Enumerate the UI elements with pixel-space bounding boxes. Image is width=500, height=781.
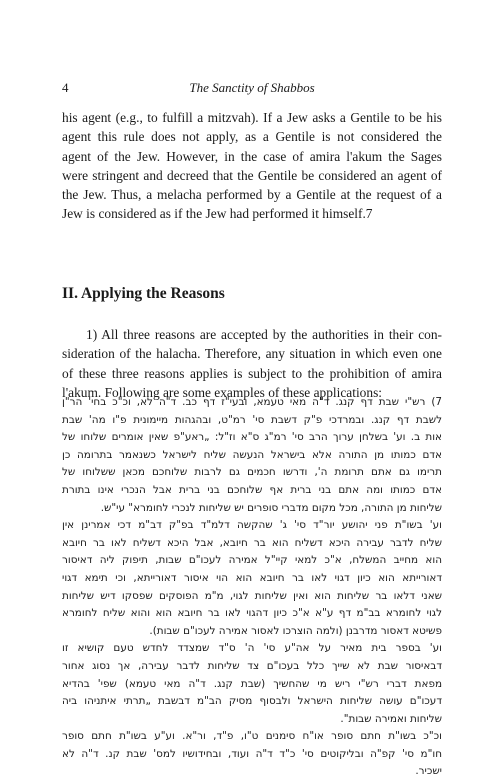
- footnote-block: [62, 394, 442, 781]
- footnote-line: שליח לדבר עבירה היכא דשליח הוא בר חיובא, אבל היכא דשליח לאו בר חיובא: [62, 536, 442, 549]
- footnote-line: חו"מ סי' קפ"ה ובליקוטים סי' כ"ד ד"ה ועוד, ובחידושיו למס' שבת קנ. ד"ה לא: [62, 747, 442, 760]
- paragraph-line: his agent (e.g., to fulfill a mitzvah). If a Jew asks a Gentile to be his: [62, 110, 442, 125]
- paragraph-line: sideration of the halacha. Therefore, any situation in which even one: [62, 346, 442, 362]
- footnote-line: פשיטא דאסור מדרבנן (ולמה הוצרכו לאסור אמירה לעכו"ם שבות).: [149, 624, 442, 637]
- footnote-line: תרימו גם אתם תרומת ה', ודרשו חכמים גם לרבות שלוחכם מכאן ששלוחו של: [62, 466, 442, 479]
- section-paragraph: [62, 325, 442, 402]
- paragraph-line: agent of the Jew. However, in the case of amira l'akum the Sages: [62, 148, 442, 164]
- footnote-line: מפאת דברי רש"י ריש מי שהחשיך (שבת קנג. ד"ה מאי טעמא) שפי' בהדיא: [62, 677, 442, 690]
- footnote-line: 7) רש"י שבת דף קנג. ד"ה מאי טעמא, ובעי"ז דף כב. ד"ה לא, וכ"כ בחי' הר"ן: [62, 396, 442, 408]
- footnote-line: דבאיסור שבת לא שייך כלל בעכו"ם צד שליחות לדבר עבירה, אך נסוג אחור: [62, 659, 442, 672]
- paragraph-line: agent this rule does not apply, as a Gentile is not considered the: [62, 129, 442, 145]
- footnote-line: וכ"כ בשו"ת חתם סופר או"ח סימנים ט"ו, פ"ד, ור"א. וע"ע בשו"ת חתם סופר: [62, 730, 442, 743]
- footnote-line: דעכו"ם עושה שליחות הישראל ולבסוף מסיק הב"מ דבשבת „תרתי איתניהו ביה: [62, 695, 442, 708]
- footnote-line: אות ב. וע' בשלחן ערוך הרב סי' רמ"ג ס"א וז"ל: „ראע"פ שאין אומרים שלוחו של: [62, 431, 442, 444]
- paragraph-line: were stringent and decreed that the Gentile be considered an agent of: [62, 167, 442, 183]
- footnote-line: הוא מחייב המשלח, א"כ למאי קיי"ל אמירה לעכו"ם שבות, תיפוק ליה דאיסור: [62, 554, 442, 567]
- footnote-line: אדם כמותו מן התורה אלא בישראל הנעשה שליח לישראל כשנאמר בתרומה כן: [62, 448, 442, 461]
- footnote-line: לשבת דף קנג. ובמרדכי פ"ק דשבת סי' רמ"ט, ובהגהות מיימונית פ"ו מה' שבת: [62, 413, 442, 426]
- paragraph-line: of these three reasons applies is subject to the prohibition of amira: [62, 365, 442, 381]
- section-heading: II. Applying the Reasons: [62, 285, 225, 302]
- book-title: The Sanctity of Shabbos: [189, 80, 315, 95]
- footnote-line: שליחות ואמירה שבות".: [340, 712, 442, 725]
- page-number: 4: [62, 80, 69, 95]
- footnote-line: דאורייתא הוא כיון דגוי לאו בר חיובא הוא הוי איסור דאורייתא, וכי תימא דגוי: [62, 571, 442, 584]
- footnote-line: לגוי לחומרא בב"מ דף ע"א א"כ כיון דהגוי לאו בר חיובא הוא והוא שליח לחומרא: [62, 607, 442, 620]
- footnote-line: וע' בשו"ת פני יהושע יור"ד סי' ג' שהקשה דלמ"ד בפ"ק דב"מ דכי אמרינן אין: [62, 519, 442, 532]
- paragraph-line: 1) All three reasons are accepted by the authorities in their con-: [86, 327, 442, 342]
- footnote-line: וע' בספר בית מאיר על אה"ע סי' ה' ס"ד שמצדד לחדש טעם קושיא זו: [62, 642, 442, 655]
- paragraph-line: l'akum. Following are some examples of these applications:: [62, 384, 382, 400]
- footnote-line: ישכיר.: [415, 765, 442, 778]
- footnote-line: אדם כמותו ומה אתם בני ברית אף שלוחכם בני ברית אבל הנכרי אינו בתורת: [62, 483, 442, 496]
- paragraph-line: Jew is considered as if the Jew had performed it himself.7: [62, 206, 373, 222]
- intro-paragraph: [62, 108, 442, 224]
- footnote-line: שליחות מן התורה, מכל מקום מדברי סופרים יש שליחות לנכרי לחומרא" עי"ש.: [100, 501, 442, 514]
- paragraph-line: the Jew. Thus, a melacha performed by a Gentile at the request of a: [62, 187, 442, 203]
- footnote-line: שאני דלאו בר שליחות הוא ואין שליחות לגוי, מ"מ הפוסקים שפסקו דיש שליחות: [62, 589, 442, 602]
- running-head: [62, 80, 442, 98]
